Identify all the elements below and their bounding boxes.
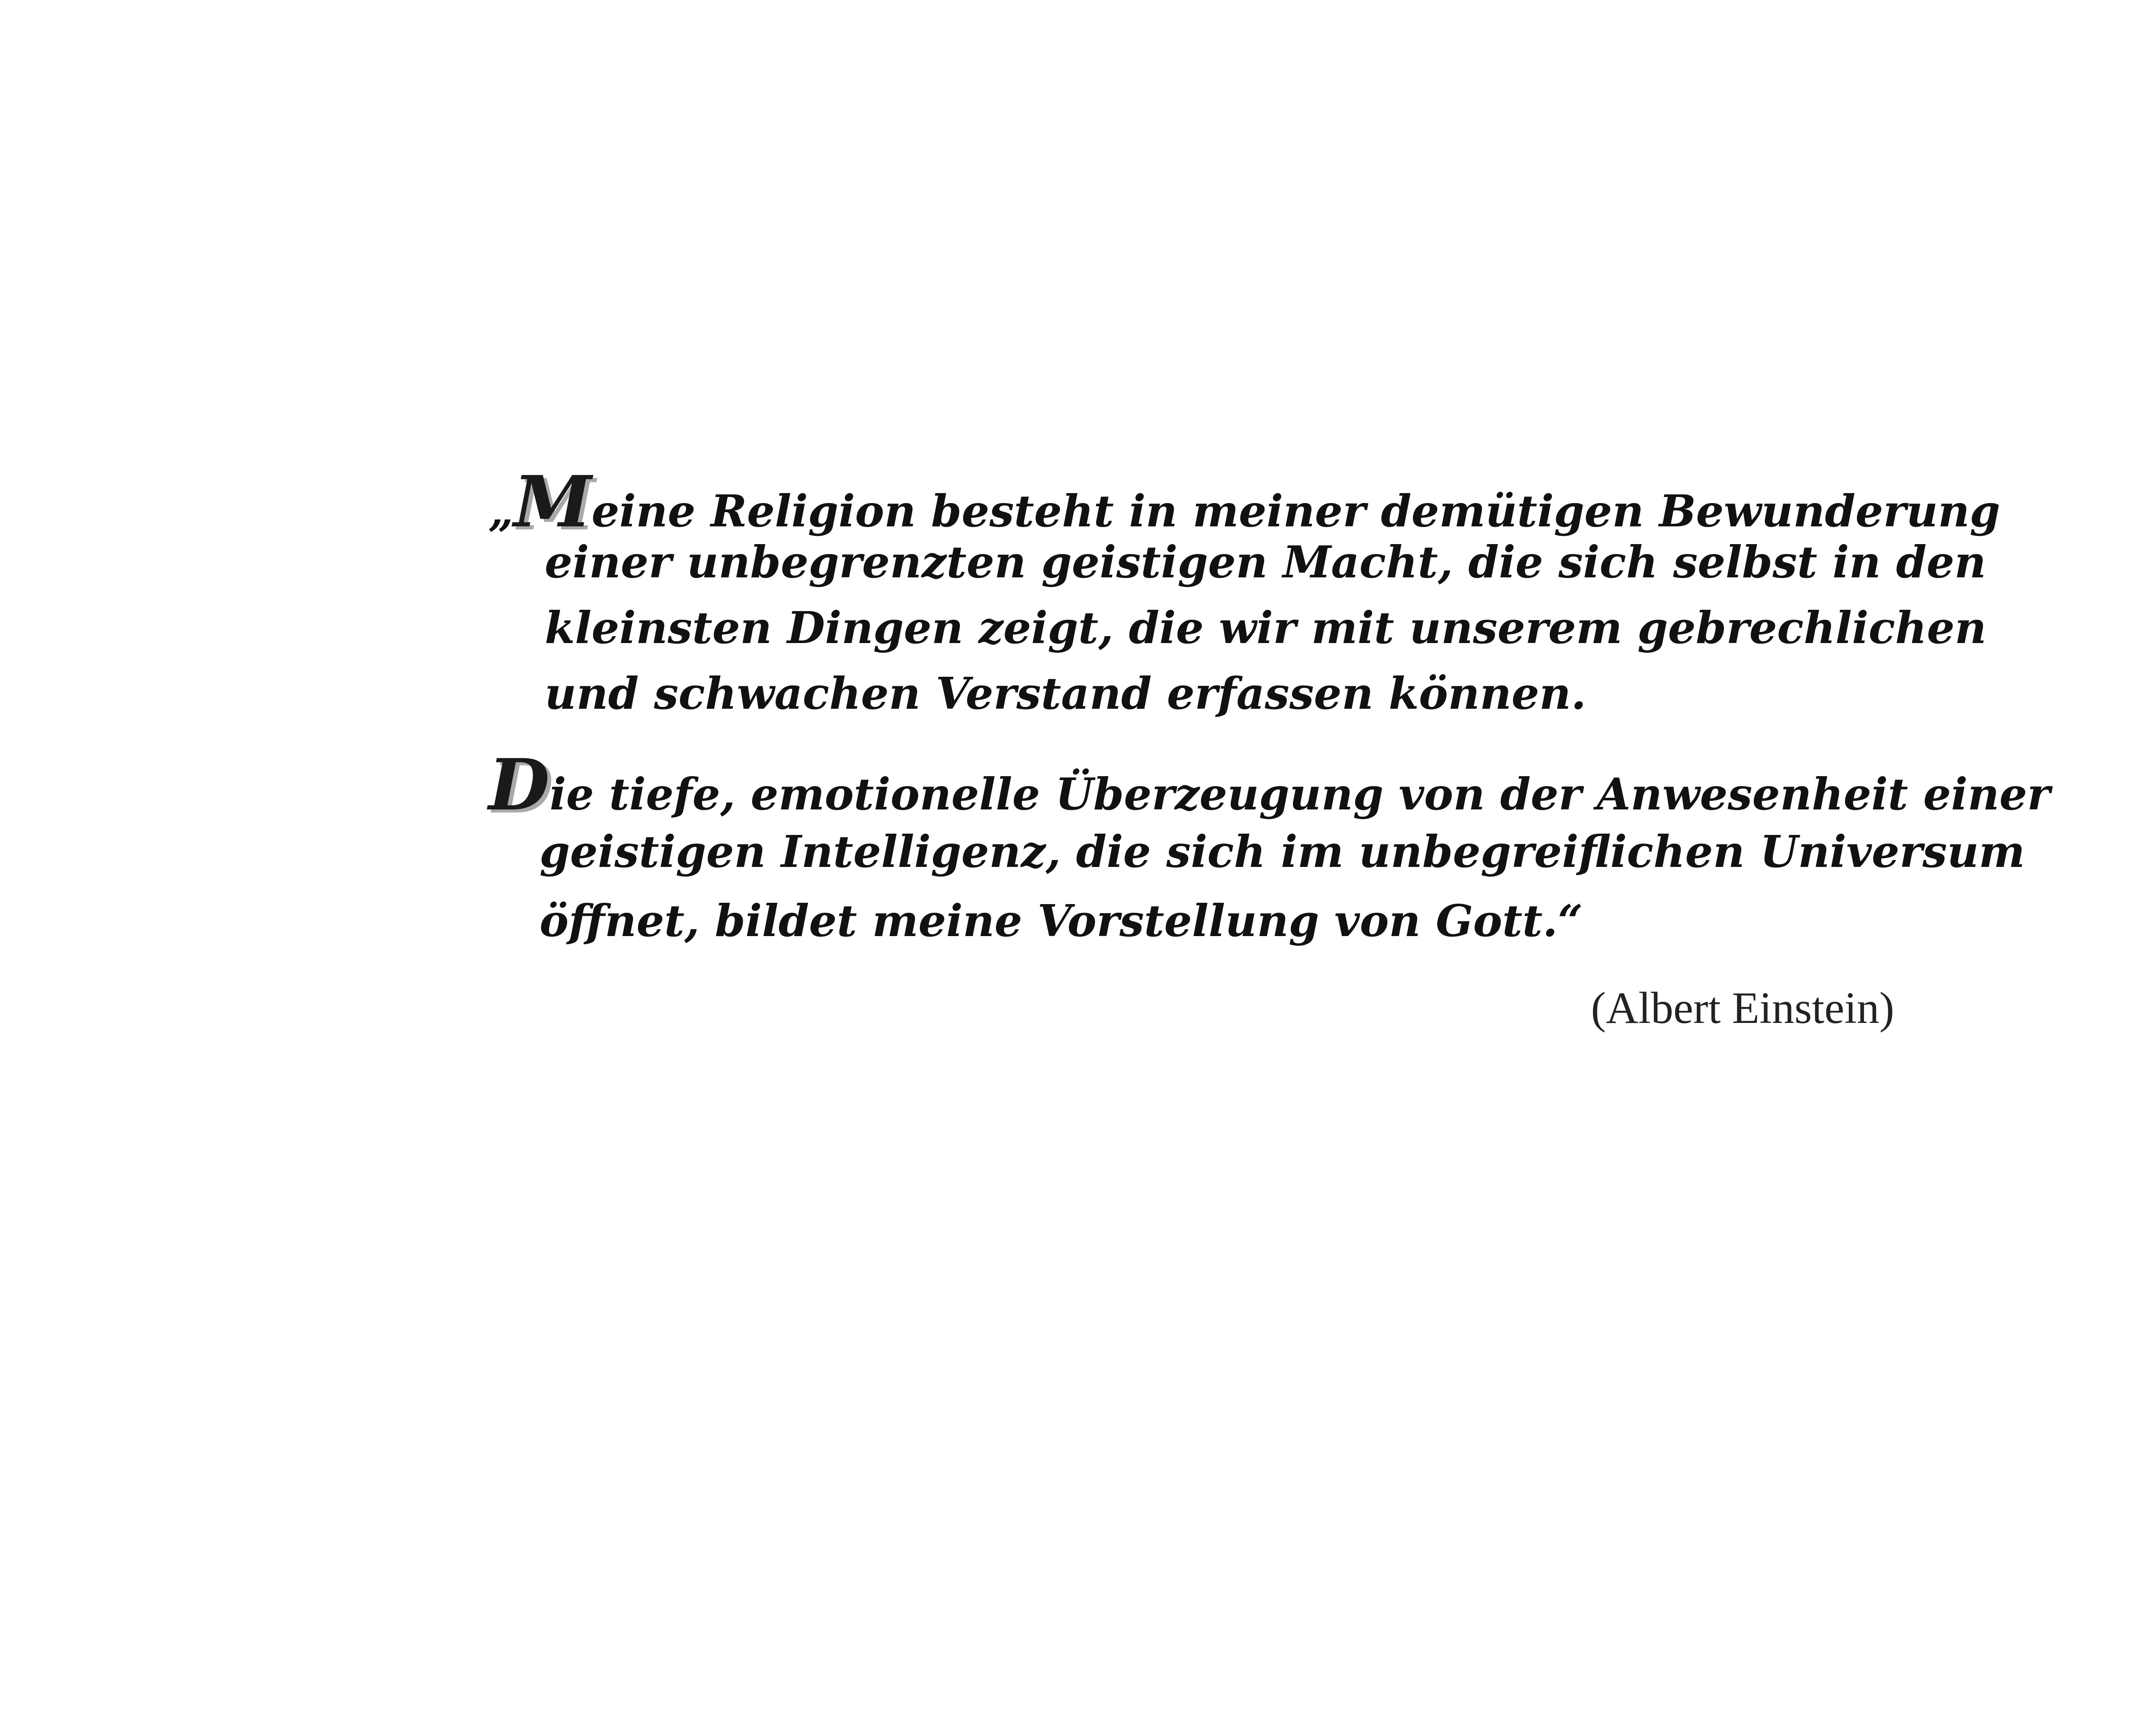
quote-line <box>488 744 2050 826</box>
quote-line: einer unbegrenzten geistigen Macht, die sich selbst in den <box>545 536 1986 588</box>
quote-line: kleinsten Dingen zeigt, die wir mit unserem gebrechlichen <box>545 602 1987 653</box>
opening-quote-mark: „ <box>488 485 514 537</box>
quote-line <box>488 461 2001 543</box>
quote-text: ie tiefe, emotionelle Überzeugung von der Anwesenheit einer <box>549 768 2050 820</box>
quote-line: öffnet, bildet meine Vorstellung von Gott.“ <box>539 895 1583 946</box>
quote-text: eine Religion besteht in meiner demütigen Bewunderung <box>591 485 2001 537</box>
drop-cap: M <box>514 461 592 543</box>
quote-line: geistigen Intelligenz, die sich im unbegreiflichen Universum <box>539 826 2025 877</box>
quote-attribution: (Albert Einstein) <box>1591 983 1894 1033</box>
drop-cap: D <box>488 744 550 826</box>
quote-line: und schwachen Verstand erfassen können. <box>545 668 1586 719</box>
